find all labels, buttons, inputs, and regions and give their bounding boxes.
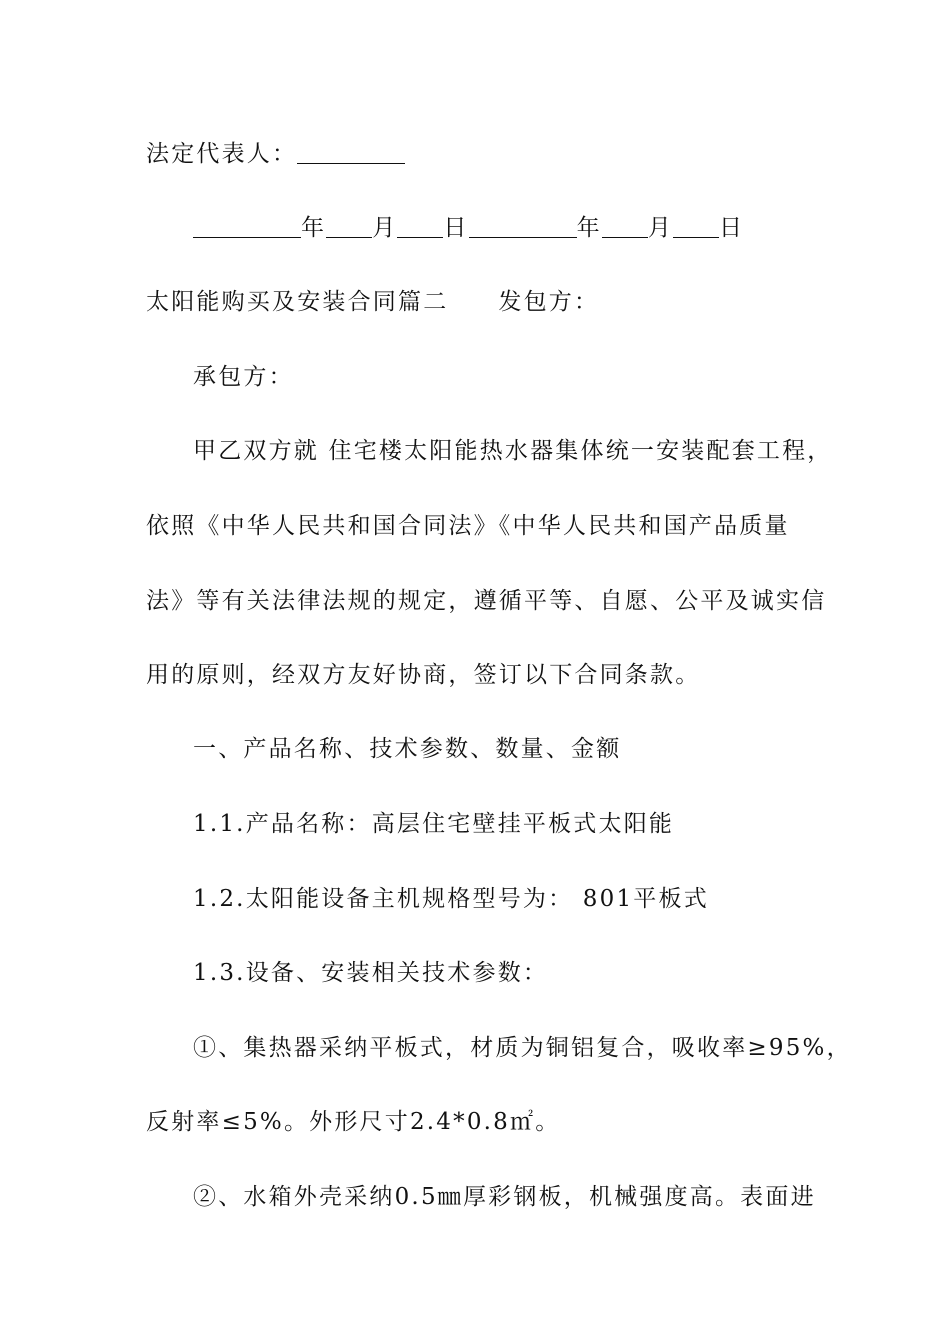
date-year-label-1: 年 <box>301 215 327 241</box>
representative-line <box>0 138 950 170</box>
spec-2-line-1: ②、水箱外壳采纳0.5㎜厚彩钢板，机械强度高。表面进 <box>193 1184 816 1210</box>
date-blank-month-2 <box>602 215 648 238</box>
paragraph-line-3: 法》等有关法律法规的规定，遵循平等、自愿、公平及诚实信 <box>146 588 827 614</box>
representative-label: 法定代表人： <box>146 141 298 167</box>
section-title-line <box>0 286 950 318</box>
date-day-label-1: 日 <box>443 215 469 241</box>
paragraph-line-2: 依照《中华人民共和国合同法》《中华人民共和国产品质量 <box>146 513 790 539</box>
date-blank-day-1 <box>397 215 443 238</box>
date-blank-year-2 <box>469 215 577 238</box>
date-year-label-2: 年 <box>576 215 602 241</box>
spec-1-line-2: 反射率≤5%。外形尺寸2.4*0.8㎡。 <box>146 1109 561 1135</box>
item-1-3: 1.3.设备、安装相关技术参数： <box>193 960 549 986</box>
section-title: 太阳能购买及安装合同篇二 <box>146 289 449 315</box>
item-1-2: 1.2.太阳能设备主机规格型号为： 801平板式 <box>193 886 709 912</box>
date-blank-day-2 <box>673 215 719 238</box>
contractor-label: 承包方： <box>193 364 294 390</box>
date-month-label-1: 月 <box>372 215 398 241</box>
date-blank-year-1 <box>193 215 301 238</box>
date-day-label-2: 日 <box>719 215 745 241</box>
issuer-label: 发包方： <box>498 289 600 315</box>
item-1-1: 1.1.产品名称：高层住宅壁挂平板式太阳能 <box>193 811 675 837</box>
contractor-line <box>0 361 950 393</box>
date-line <box>0 212 950 244</box>
date-blank-month-1 <box>326 215 372 238</box>
spec-1-line-1: ①、集热器采纳平板式，材质为铜铝复合，吸收率≥95%， <box>193 1035 852 1061</box>
date-month-label-2: 月 <box>647 215 674 241</box>
paragraph-line-1: 甲乙双方就 住宅楼太阳能热水器集体统一安装配套工程， <box>193 438 833 464</box>
paragraph-line-4: 用的原则，经双方友好协商，签订以下合同条款。 <box>146 662 701 688</box>
representative-blank <box>297 141 405 164</box>
heading-1: 一、产品名称、技术参数、数量、金额 <box>193 736 622 762</box>
